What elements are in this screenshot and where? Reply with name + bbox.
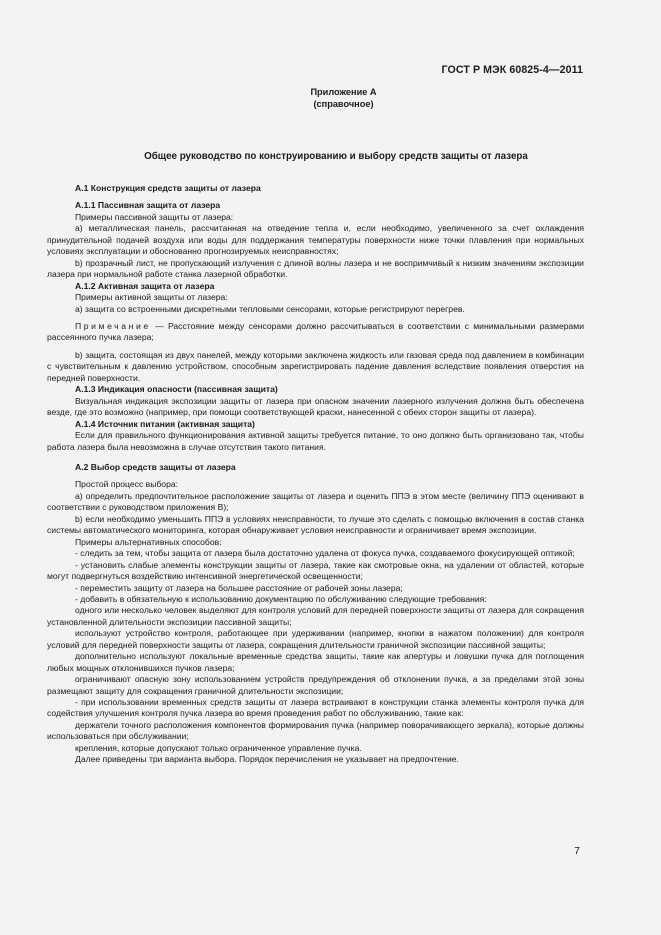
annex-title: Приложение А (310, 87, 377, 97)
paragraph: используют устройство контроля, работающее при удерживании (например, кнопки в нажатом положении) для контроля условий для передней поверхности защиты от лазера, сокращения длительности граничной экспозиции пассивной защиты; (47, 628, 584, 650)
subsection-heading: А.1.1 Пассивная защита от лазера (75, 200, 221, 211)
list-item: а) определить предпочтительное расположение защиты от лазера и оценить ППЭ в этом месте (величину ППЭ оценивают в соответствии с руководством приложения В); (47, 490, 584, 513)
annex-subtitle: (справочное) (313, 99, 374, 109)
paragraph: Примеры пассивной защиты от лазера: (75, 211, 234, 222)
annex-heading (0, 86, 661, 110)
paragraph: Далее приведены три варианта выбора. Порядок перечисления не указывает на предпочтение. (75, 754, 459, 765)
list-item: - установить слабые элементы конструкции защиты от лазера, такие как смотровые окна, на удалении от областей, которые могут подвергнуться воздействию интенсивной энергетической освещенности; (47, 559, 584, 582)
subsection-heading: А.1.2 Активная защита от лазера (75, 280, 215, 291)
paragraph: крепления, которые допускают только ограниченное управление пучка. (75, 742, 362, 753)
list-item: - следить за тем, чтобы защита от лазера была достаточно удалена от фокуса пучка, создаваемого фокусирующей оптикой; (75, 548, 575, 559)
document-body (47, 183, 584, 766)
list-item: а) металлическая панель, рассчитанная на отведение тепла и, если необходимо, увеличенного за счет охлаждения принудительной подачей воздуха или воды для поддержания температуры поверхности ниже точки плавления при нормальных условиях эксплуатации и обоснованно прогнозируемых неисправностях; (47, 223, 584, 257)
note-text: — Расстояние между сенсорами должно рассчитываться в соответствии с минимальными размерами рассеянного пучка лазера; (47, 320, 584, 343)
section-heading: А.1 Конструкция средств защиты от лазера (75, 183, 261, 193)
section-heading: А.2 Выбор средств защиты от лазера (75, 461, 236, 472)
standard-header: ГОСТ Р МЭК 60825-4—2011 (441, 64, 583, 76)
subsection-heading: А.1.3 Индикация опасности (пассивная защита) (75, 384, 278, 395)
document-title: Общее руководство по конструированию и выбору средств защиты от лазера (144, 151, 528, 162)
list-item: - переместить защиту от лазера на большее расстояние от рабочей зоны лазера; (75, 582, 403, 593)
list-item: - при использовании временных средств защиты от лазера встраивают в конструкции станка элементы контроля пучка для содействия улучшения контроля пучка лазера во время проведения работ по обслуживанию, такие как: (47, 697, 584, 719)
paragraph: ограничивают опасную зону использованием устройств предупреждения об отклонении пучка, а за пределами этой зоны размещают защиту для сокращения граничной длительности экспозиции; (47, 674, 584, 696)
paragraph: Простой процесс выбора: (75, 479, 179, 490)
note-label: Примечание (75, 320, 151, 331)
paragraph: Визуальная индикация экспозиции защиты от лазера при опасном значении лазерного излучения должна быть обеспечена везде, где это возможно (например, при помощи соответствующей краски, нанесенной с обеих сторон защиты от лазера). (47, 395, 584, 418)
paragraph: дополнительно используют локальные временные средства защиты, такие как апертуры и ловушки пучка для поглощения любых мощных отклонившихся пучков лазера; (47, 651, 584, 673)
paragraph: Примеры активной защиты от лазера: (75, 292, 228, 303)
note (47, 321, 584, 344)
subsection-heading: А.1.4 Источник питания (активная защита) (75, 418, 255, 429)
list-item: b) если необходимо уменьшить ППЭ в условиях неисправности, то лучше это сделать с помощью включения в состав станка системы автоматического мониторинга, которая обнаруживает условия неисправности и ограничивает время экспозиции. (47, 513, 584, 536)
list-item: - добавить в обязательную к использованию документацию по обслуживанию следующие требования: (75, 593, 487, 604)
paragraph: Примеры альтернативных способов: (75, 536, 222, 547)
paragraph: одного или несколько человек выделяют для контроля условий для передней поверхности защиты от лазера для сокращения установленной длительности экспозиции пассивной защиты; (47, 605, 584, 627)
page-number: 7 (574, 845, 580, 857)
list-item: а) защита со встроенными дискретными тепловыми сенсорами, которые регистрируют перегрев. (75, 303, 465, 314)
paragraph: держатели точного расположения компонентов формирования пучка (например поворачивающего зеркала), которые должны использоваться при обслуживании; (47, 719, 584, 742)
paragraph: Если для правильного функционирования активной защиты требуется питание, то оно должно быть организовано так, чтобы работа лазера была невозможна в случае отсутствия такого питания. (47, 430, 584, 452)
list-item: b) прозрачный лист, не пропускающий излучения с длиной волны лазера и не воспримчивый к низким значениям экспозиции лазера при нормальной работе станка лазерной обработки. (47, 257, 584, 280)
list-item: b) защита, состоящая из двух панелей, между которыми заключена жидкость или газовая среда под давлением в комбинации с чувствительным к давлению устройством, способным зарегистрировать падение давления вследствие появления отверстия на передней поверхности. (47, 349, 584, 383)
